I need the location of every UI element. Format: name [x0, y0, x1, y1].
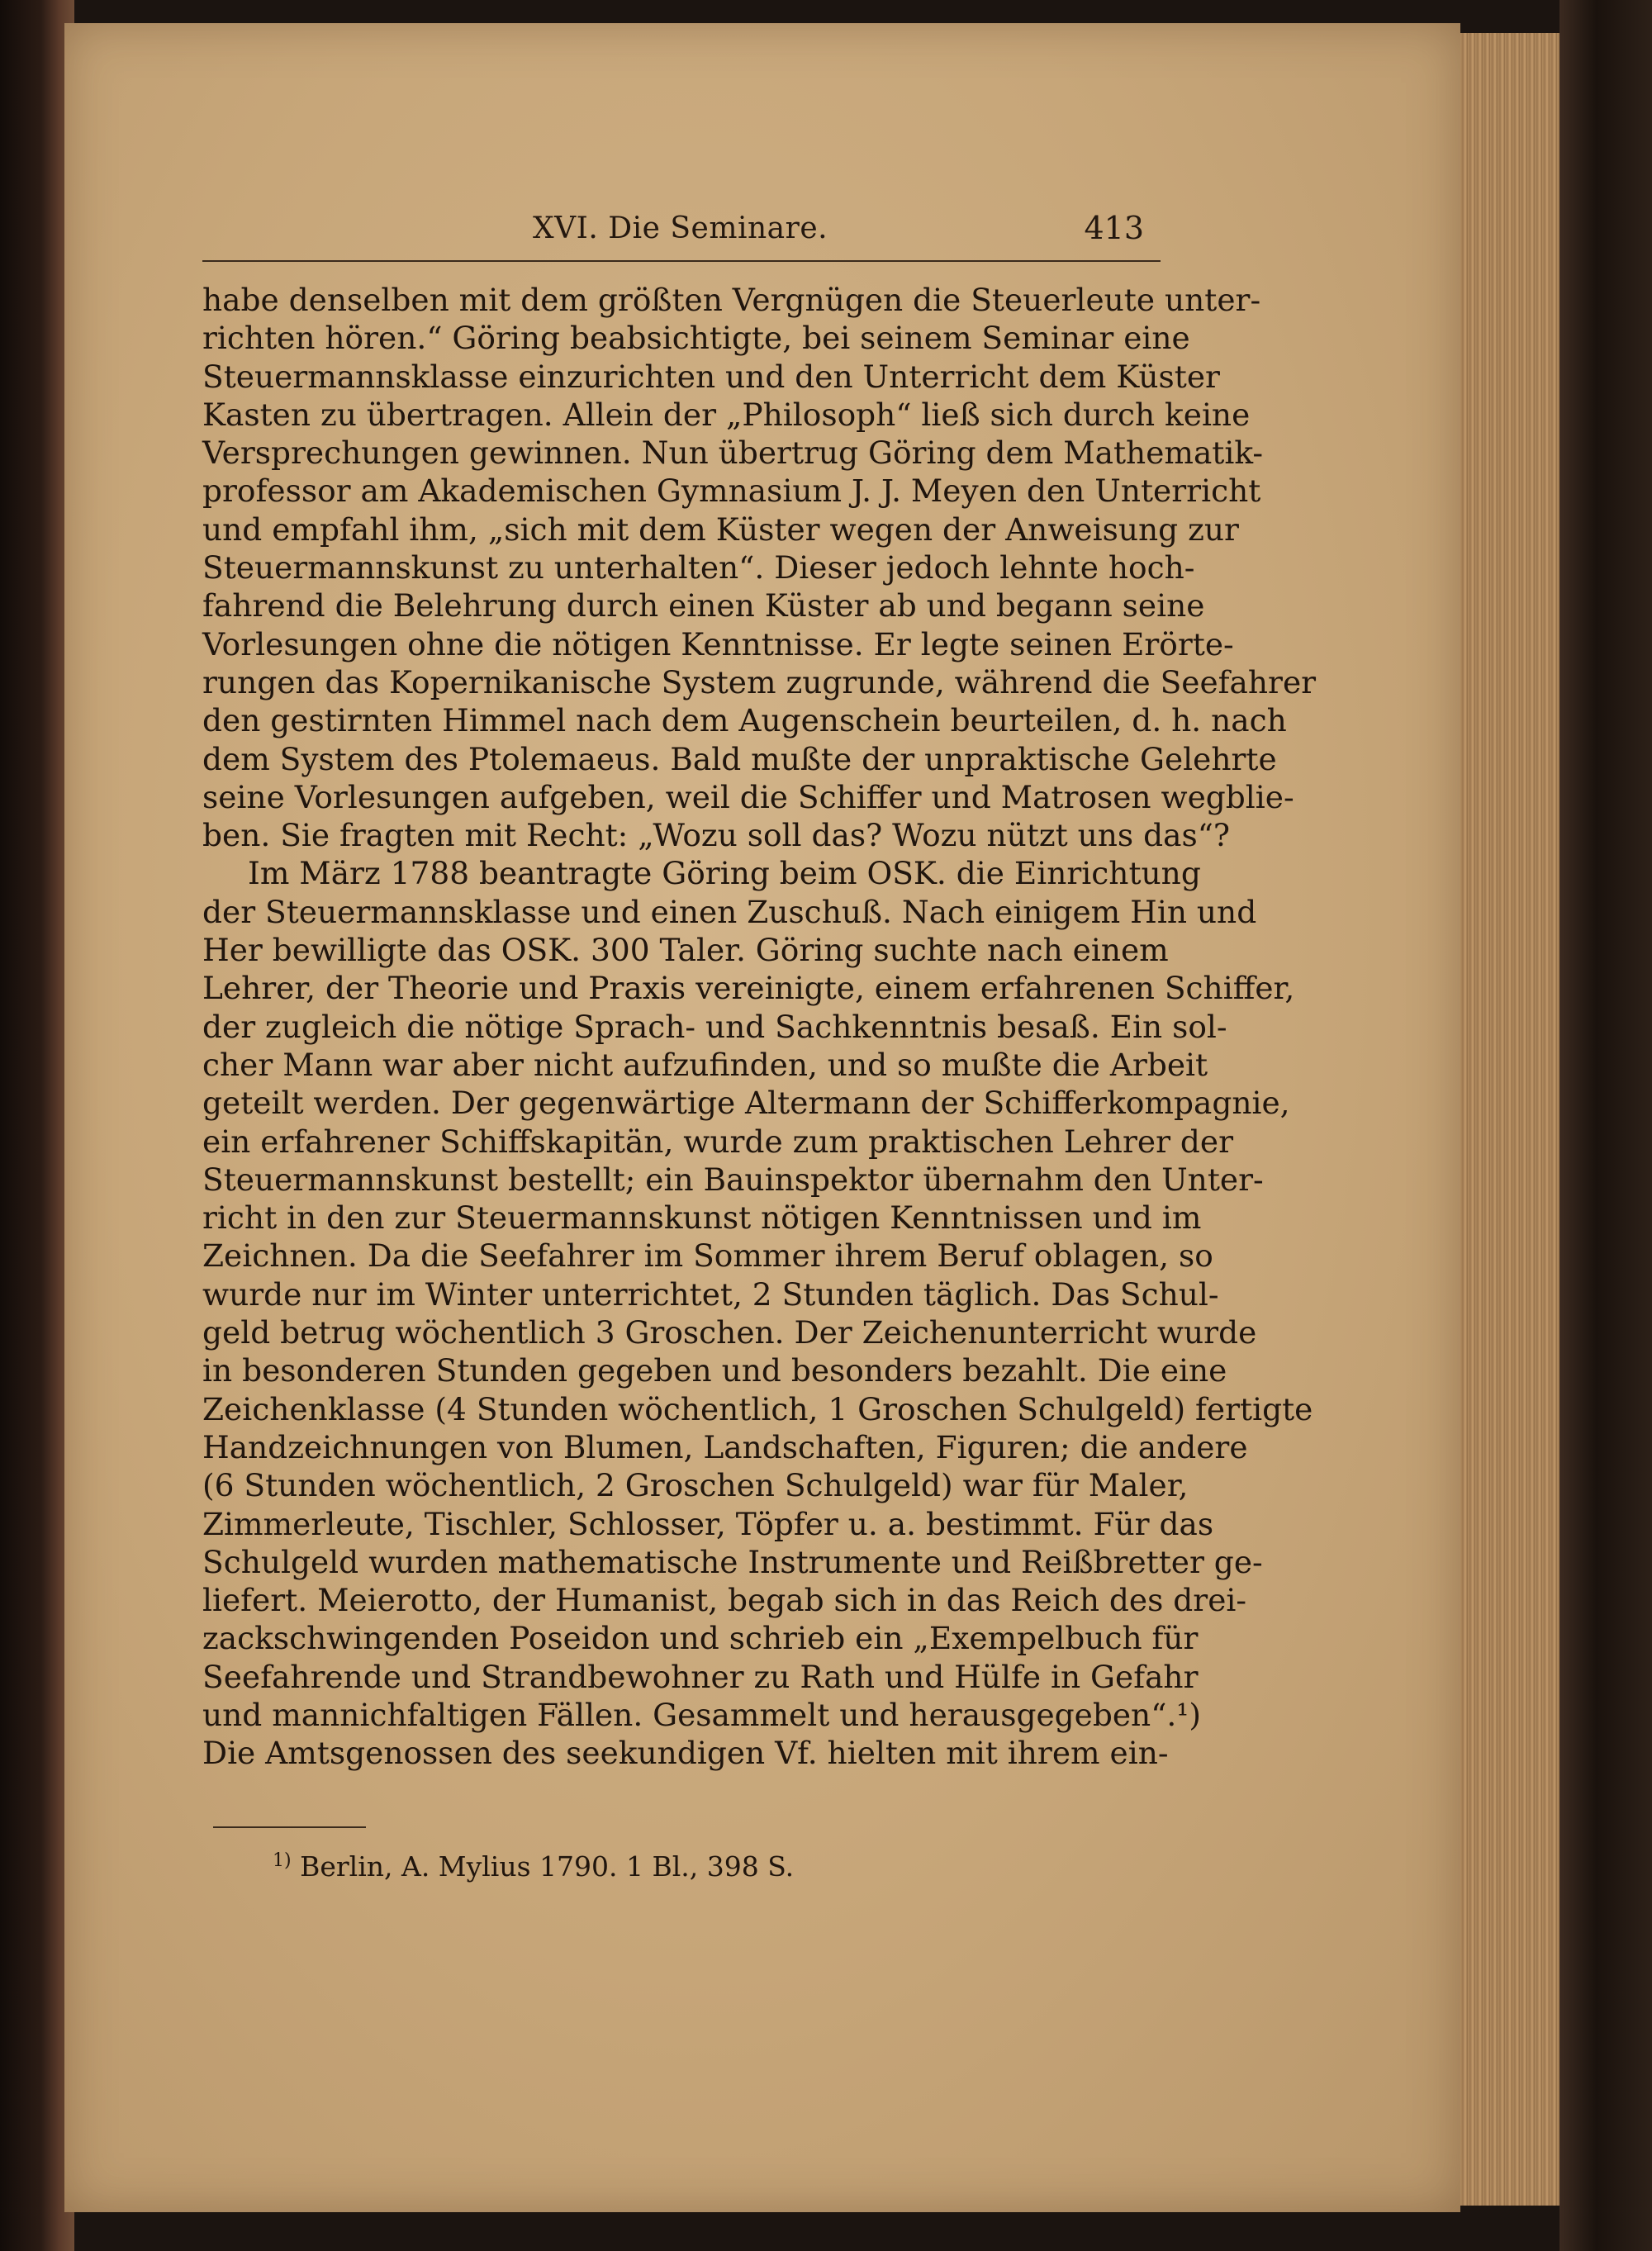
text-line: habe denselben mit dem größten Vergnügen die Steuerleute unter-: [202, 282, 1261, 318]
text-line: (6 Stunden wöchentlich, 2 Groschen Schulgeld) war für Maler,: [202, 1467, 1189, 1504]
text-line: Zeichenklasse (4 Stunden wöchentlich, 1 Groschen Schulgeld) fertigte: [202, 1390, 1313, 1427]
text-line: fahrend die Belehrung durch einen Küster ab und begann seine: [202, 587, 1205, 624]
text-line: Versprechungen gewinnen. Nun übertrug Göring dem Mathematik-: [202, 435, 1264, 472]
header-rule: [202, 260, 1161, 262]
text-line: Die Amtsgenossen des seekundigen Vf. hielten mit ihrem ein-: [202, 1735, 1169, 1772]
text-line: Steuermannsklasse einzurichten und den Unterricht dem Küster: [202, 358, 1220, 395]
footnote: [273, 1850, 794, 1883]
text-line: cher Mann war aber nicht aufzufinden, und so mußte die Arbeit: [202, 1046, 1208, 1083]
text-line: Kasten zu übertragen. Allein der „Philosoph“ ließ sich durch keine: [202, 396, 1251, 433]
text-line: professor am Akademischen Gymnasium J. J. Meyen den Unterricht: [202, 473, 1261, 510]
text-line: richt in den zur Steuermannskunst nötigen Kenntnissen und im: [202, 1199, 1202, 1237]
text-line: dem System des Ptolemaeus. Bald mußte der unpraktische Gelehrte: [202, 740, 1277, 777]
text-line: geld betrug wöchentlich 3 Groschen. Der Zeichenunterricht wurde: [202, 1314, 1257, 1351]
footnote-text: Berlin, A. Mylius 1790. 1 Bl., 398 S.: [300, 1850, 795, 1883]
text-line: der zugleich die nötige Sprach- und Sachkenntnis besaß. Ein sol-: [202, 1008, 1227, 1045]
text-line: richten hören.“ Göring beabsichtigte, bei seinem Seminar eine: [202, 320, 1190, 357]
running-head: XVI. Die Seminare.: [533, 211, 828, 245]
text-line: Steuermannskunst zu unterhalten“. Dieser jedoch lehnte hoch-: [202, 549, 1195, 586]
text-line: ben. Sie fragten mit Recht: „Wozu soll das? Wozu nützt uns das“?: [202, 817, 1230, 854]
text-line: in besonderen Stunden gegeben und besonders bezahlt. Die eine: [202, 1352, 1227, 1389]
text-line: und empfahl ihm, „sich mit dem Küster wegen der Anweisung zur: [202, 511, 1239, 548]
text-line: Im März 1788 beantragte Göring beim OSK. die Einrichtung: [248, 855, 1201, 892]
text-line: Handzeichnungen von Blumen, Landschaften, Figuren; die andere: [202, 1428, 1248, 1465]
text-line: rungen das Kopernikanische System zugrunde, während die Seefahrer: [202, 663, 1317, 700]
text-line: wurde nur im Winter unterrichtet, 2 Stunden täglich. Das Schul-: [202, 1275, 1219, 1313]
book-spine-left: [0, 0, 74, 2251]
text-line: Zimmerleute, Tischler, Schlosser, Töpfer u. a. bestimmt. Für das: [202, 1505, 1214, 1542]
text-line: Steuermannskunst bestellt; ein Bauinspektor übernahm den Unter-: [202, 1161, 1264, 1198]
footnote-rule: [213, 1826, 366, 1828]
body-text: [202, 281, 1317, 1773]
page-number: 413: [1084, 210, 1144, 246]
text-line: der Steuermannsklasse und einen Zuschuß. Nach einigem Hin und: [202, 893, 1257, 930]
footnote-marker: 1): [273, 1850, 292, 1871]
text-line: geteilt werden. Der gegenwärtige Altermann der Schifferkompagnie,: [202, 1085, 1290, 1122]
text-line: Her bewilligte das OSK. 300 Taler. Göring suchte nach einem: [202, 932, 1169, 969]
text-line: seine Vorlesungen aufgeben, weil die Schiffer und Matrosen wegblie-: [202, 778, 1294, 815]
text-line: Vorlesungen ohne die nötigen Kenntnisse. Er legte seinen Erörte-: [202, 625, 1234, 662]
book-cover-right: [1559, 0, 1652, 2251]
text-line: Lehrer, der Theorie und Praxis vereinigte, einem erfahrenen Schiffer,: [202, 970, 1295, 1007]
text-line: Seefahrende und Strandbewohner zu Rath und Hülfe in Gefahr: [202, 1658, 1199, 1695]
text-line: den gestirnten Himmel nach dem Augenschein beurteilen, d. h. nach: [202, 702, 1287, 739]
text-line: ein erfahrener Schiffskapitän, wurde zum praktischen Lehrer der: [202, 1123, 1234, 1160]
page-fore-edge: [1460, 33, 1559, 2206]
text-line: zackschwingenden Poseidon und schrieb ein „Exempelbuch für: [202, 1620, 1199, 1657]
page-header: [202, 205, 1144, 254]
text-line: und mannichfaltigen Fällen. Gesammelt und herausgegeben“.¹): [202, 1696, 1201, 1733]
text-line: Zeichnen. Da die Seefahrer im Sommer ihrem Beruf oblagen, so: [202, 1237, 1213, 1275]
text-line: liefert. Meierotto, der Humanist, begab sich in das Reich des drei-: [202, 1582, 1247, 1619]
text-line: Schulgeld wurden mathematische Instrumente und Reißbretter ge-: [202, 1543, 1263, 1580]
